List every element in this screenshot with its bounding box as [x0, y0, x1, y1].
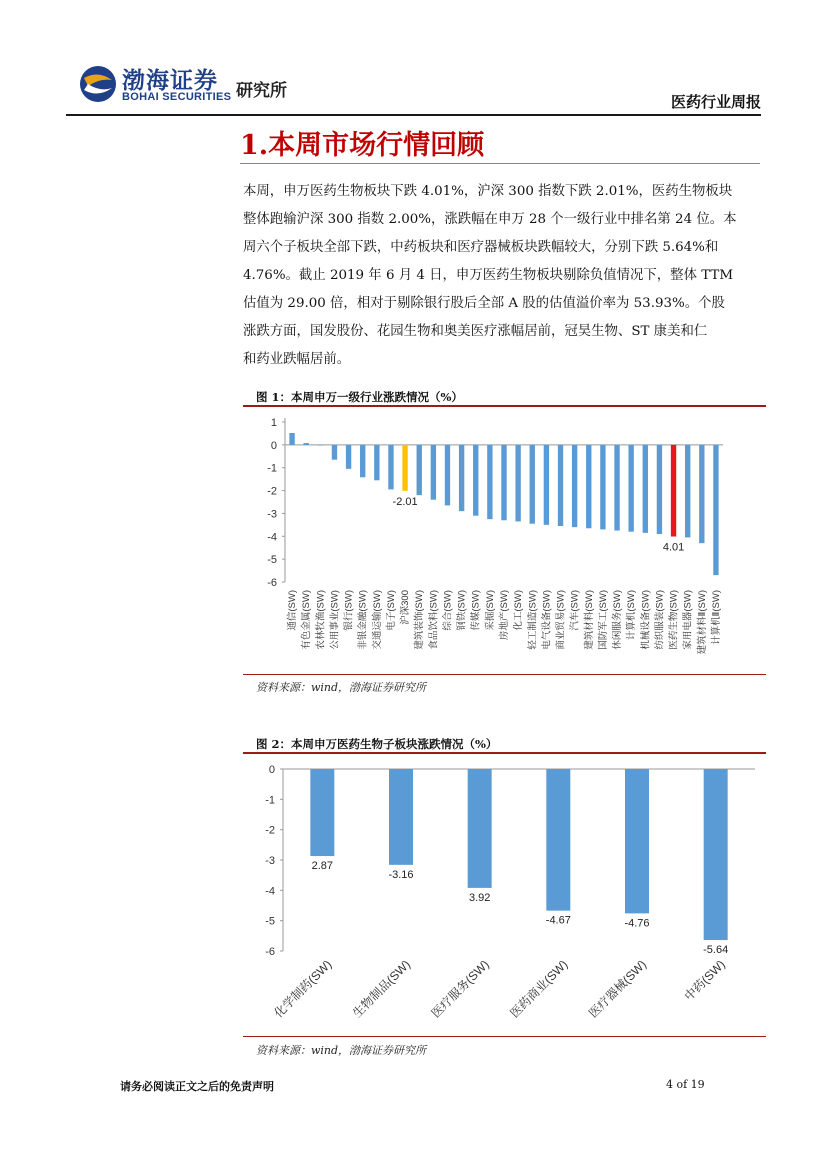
category-label: 机械设备(SW): [640, 590, 652, 650]
paragraph-line: 整体跑输沪深 300 指数 2.00%，涨跌幅在申万 28 个一级行业中排名第 24 位。本: [243, 212, 737, 227]
bar: [473, 445, 478, 516]
paragraph-line: 周六个子板块全部下跌，中药板块和医疗器械板块跌幅较大，分别下跌 5.64%和: [243, 240, 719, 255]
category-label: 中药(SW): [681, 957, 728, 1004]
bar: [445, 445, 450, 506]
figure2-top-rule: [243, 752, 766, 754]
category-label: 计算机(SW): [626, 590, 638, 641]
bar: [643, 445, 648, 533]
bar: [628, 445, 633, 532]
bar: [544, 445, 549, 525]
bar: [586, 445, 591, 528]
bar: [402, 445, 407, 491]
y-tick-label: -2: [267, 485, 277, 498]
category-label: 轻工制造(SW): [527, 590, 539, 650]
paragraph-line: 和药业跌幅居前。: [243, 352, 351, 367]
market-review-paragraph: [243, 178, 755, 374]
category-label: 银行(SW): [343, 590, 355, 631]
footer-disclaimer: 请务必阅读正文之后的免责声明: [120, 1080, 274, 1093]
y-tick-label: -6: [267, 577, 277, 589]
data-label: 3.92: [468, 891, 491, 904]
category-label: 建筑材料(SW): [583, 590, 595, 650]
data-label: 2.87: [311, 860, 334, 873]
logo-chinese-name: 渤海证券: [122, 67, 218, 94]
category-label: 农林牧渔(SW): [315, 590, 327, 650]
y-tick-label: -1: [265, 794, 275, 807]
category-label: 房地产(SW): [499, 590, 510, 641]
bar: [388, 445, 393, 490]
figure1-source: 资料来源：wind，渤海证券研究所: [256, 681, 427, 694]
bar: [558, 445, 563, 526]
y-tick-label: -3: [267, 508, 277, 521]
y-tick-label: -4: [265, 885, 275, 898]
category-label: 家用电器(SW): [682, 590, 694, 650]
category-label: 建筑装饰(SW): [414, 590, 426, 650]
bar: [713, 445, 718, 575]
data-label: -5.64: [703, 944, 729, 957]
y-tick-label: 1: [270, 417, 277, 429]
bar: [468, 769, 492, 888]
institute-name: 研究所: [236, 81, 287, 101]
header-divider: [66, 114, 761, 116]
figure1-top-rule: [243, 405, 766, 407]
category-label: 交通运输(SW): [371, 590, 383, 650]
category-label: 生物制品(SW): [349, 957, 414, 1021]
bar: [459, 445, 464, 511]
data-label: 4.01: [662, 541, 685, 554]
category-label: 化学制药(SW): [271, 957, 335, 1021]
bar: [318, 445, 323, 446]
category-label: 纺织服装(SW): [654, 590, 666, 650]
bar: [304, 443, 309, 445]
category-label: 汽车(SW): [569, 590, 581, 631]
paragraph-line: 估值为 29.00 倍，相对于剔除银行股后全部 A 股的估值溢价率为 53.93%。个股: [243, 296, 725, 311]
category-label: 非银金融(SW): [357, 590, 369, 650]
category-label: 计算机Ⅱ(SW): [710, 590, 722, 645]
data-label: -2.01: [392, 495, 418, 508]
category-label: 电子(SW): [385, 590, 397, 631]
category-label: 沪深300: [400, 590, 412, 625]
paragraph-line: 本周，申万医药生物板块下跌 4.01%，沪深 300 指数下跌 2.01%，医药生物板块: [243, 184, 733, 199]
paragraph-line: 4.76%。截止 2019 年 6 月 4 日，申万医药生物板块剔除负值情况下，整体 TTM: [243, 268, 734, 283]
category-label: 休闲服务(SW): [612, 590, 624, 650]
category-label: 传媒(SW): [470, 590, 482, 631]
figure2-subsector-chart: [243, 755, 766, 1035]
data-label: -4.76: [624, 917, 650, 930]
category-label: 钢铁(SW): [456, 590, 468, 631]
report-type: 医药行业周报: [670, 93, 761, 111]
figure1-bottom-rule: [243, 674, 766, 675]
category-label: 采掘(SW): [484, 590, 496, 631]
bar: [515, 445, 520, 522]
y-tick-label: -1: [267, 462, 277, 475]
category-label: 食品饮料(SW): [428, 590, 440, 650]
y-tick-label: 0: [270, 439, 277, 452]
bar: [360, 445, 365, 477]
figure1-title: 图 1：本周申万一级行业涨跌情况（%）: [256, 390, 463, 404]
bar: [671, 445, 676, 537]
page-number: 4 of 19: [666, 1078, 705, 1091]
figure1-industry-chart: [243, 408, 766, 673]
bar: [417, 445, 422, 495]
category-label: 医疗器械(SW): [585, 957, 650, 1021]
figure2-title: 图 2：本周申万医药生物子板块涨跌情况（%）: [256, 737, 498, 751]
category-label: 有色金属(SW): [301, 590, 313, 650]
logo-english-name: BOHAI SECURITIES: [122, 91, 232, 103]
bar: [614, 445, 619, 531]
bar: [625, 769, 649, 913]
bar: [332, 445, 337, 460]
bar: [374, 445, 379, 480]
bar: [600, 445, 605, 530]
bar: [289, 433, 294, 445]
y-tick-label: -6: [265, 946, 275, 958]
category-label: 建筑材料Ⅱ(SW): [696, 590, 708, 655]
y-tick-label: -3: [265, 855, 275, 867]
y-tick-label: -4: [267, 531, 277, 544]
category-label: 公用事业(SW): [329, 590, 341, 650]
paragraph-line: 涨跌方面，国发股份、花园生物和奥美医疗涨幅居前，冠昊生物、ST 康美和仁: [243, 324, 708, 339]
bohai-logo-icon: [78, 64, 118, 104]
bar: [346, 445, 351, 469]
category-label: 商业贸易(SW): [555, 590, 567, 650]
bar: [530, 445, 535, 524]
bar: [389, 769, 413, 865]
bar: [431, 445, 436, 500]
figure2-bottom-rule: [243, 1036, 766, 1037]
category-label: 综合(SW): [442, 590, 454, 631]
bar: [310, 769, 334, 856]
bar: [685, 445, 690, 538]
y-tick-label: -5: [265, 915, 275, 928]
data-label: -3.16: [388, 868, 414, 881]
category-label: 医药商业(SW): [507, 957, 571, 1021]
figure2-source: 资料来源：wind，渤海证券研究所: [256, 1044, 427, 1057]
bar: [487, 445, 492, 519]
y-tick-label: 0: [268, 764, 275, 776]
bar: [572, 445, 577, 527]
section-title: 1.本周市场行情回顾: [240, 130, 485, 161]
title-divider: [240, 163, 760, 164]
bar: [657, 445, 662, 534]
bar: [501, 445, 506, 520]
y-tick-label: -5: [267, 554, 277, 567]
category-label: 电气设备(SW): [541, 590, 553, 650]
bar: [704, 769, 728, 940]
category-label: 医疗服务(SW): [428, 957, 492, 1021]
bar: [546, 769, 570, 911]
y-tick-label: -2: [265, 824, 275, 837]
data-label: -4.67: [545, 914, 571, 927]
category-label: 化工(SW): [513, 590, 525, 631]
category-label: 国防军工(SW): [597, 590, 609, 650]
category-label: 医药生物(SW): [668, 590, 680, 650]
bar: [699, 445, 704, 543]
category-label: 通信(SW): [287, 590, 299, 631]
